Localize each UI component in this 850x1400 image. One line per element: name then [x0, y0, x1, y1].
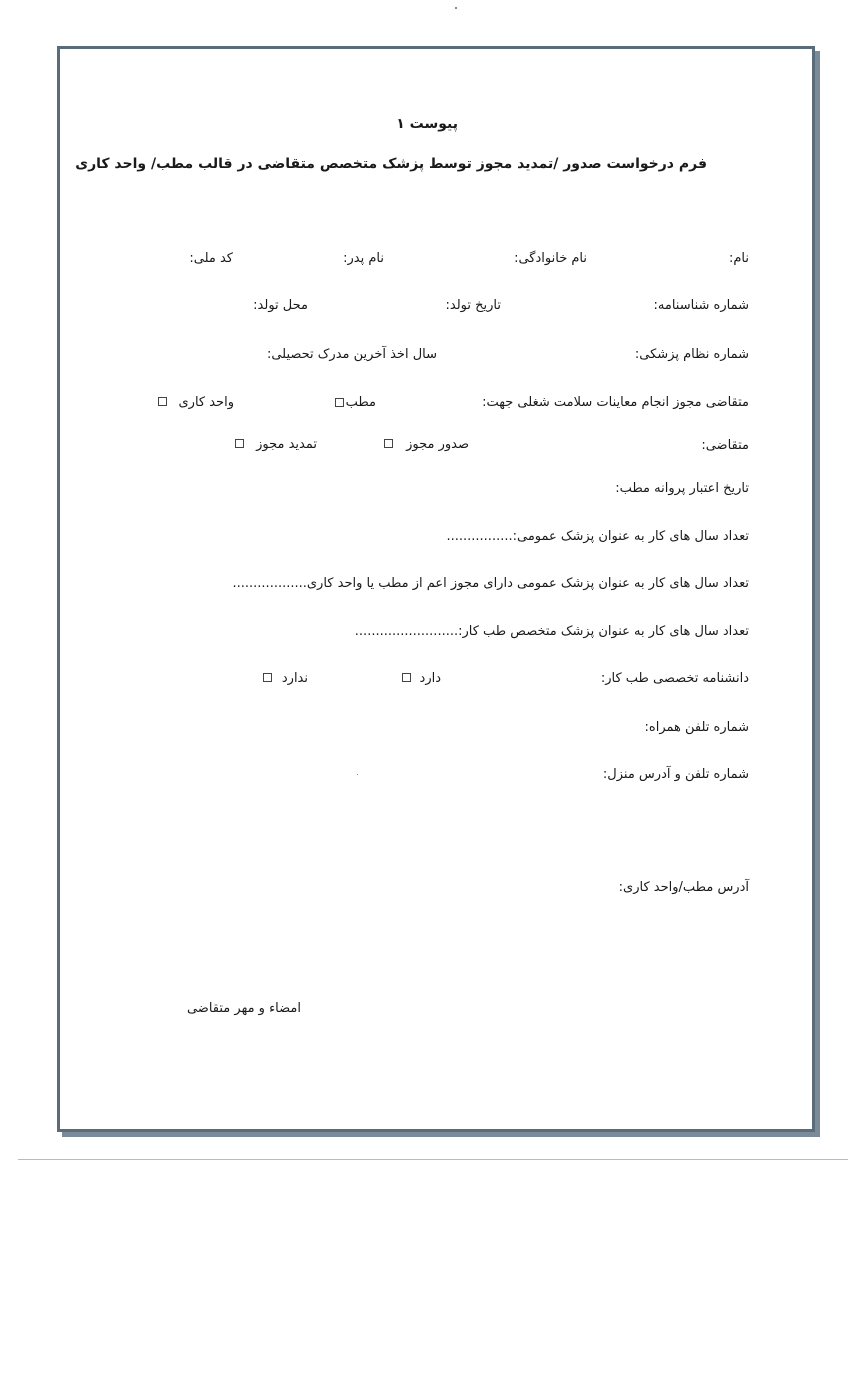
gp-licensed-years-field: تعداد سال های کار به عنوان پزشک عمومی دارای مجوز اعم از مطب یا واحد کاری..................: [232, 576, 749, 591]
id-number-field-label: شماره شناسنامه:: [653, 298, 749, 313]
scan-speck: [357, 774, 358, 775]
mobile-field-label: شماره تلفن همراه:: [644, 720, 749, 735]
office-option-label: مطب: [345, 395, 376, 410]
request-type-label: متقاضی:: [701, 438, 749, 453]
scan-edge-line: [18, 1159, 848, 1160]
permit-purpose-label: متقاضی مجوز انجام معاینات سلامت شغلی جهت:: [482, 395, 749, 410]
board-certificate-label: دانشنامه تخصصی طب کار:: [600, 671, 749, 686]
last-degree-year-field-label: سال اخذ آخرین مدرک تحصیلی:: [266, 347, 437, 362]
father-name-field-label: نام پدر:: [343, 251, 384, 266]
birth-place-field-label: محل تولد:: [253, 298, 308, 313]
license-validity-label: تاریخ اعتبار پروانه مطب:: [615, 481, 749, 496]
issue-checkbox[interactable]: [384, 439, 393, 448]
has-option-label: دارد: [419, 671, 441, 686]
gp-years-field: تعداد سال های کار به عنوان پزشک عمومی:................: [446, 529, 749, 544]
form-title: فرم درخواست صدور /تمدید مجوز توسط پزشک متخصص متقاضی در قالب مطب/ واحد کاری: [75, 156, 707, 172]
unit-option-label: واحد کاری: [178, 395, 234, 410]
scan-speck: [455, 7, 457, 9]
unit-checkbox[interactable]: [158, 397, 167, 406]
national-code-field-label: کد ملی:: [189, 251, 233, 266]
appendix-label: پیوست ۱: [396, 116, 458, 132]
family-name-field-label: نام خانوادگی:: [514, 251, 587, 266]
renew-checkbox[interactable]: [235, 439, 244, 448]
signature-label: امضاء و مهر متقاضی: [186, 1001, 301, 1016]
home-phone-address-label: شماره تلفن و آدرس منزل:: [602, 767, 749, 782]
renew-option-label: تمدید مجوز: [256, 437, 317, 452]
birth-date-field-label: تاریخ تولد:: [445, 298, 501, 313]
office-address-label: آدرس مطب/واحد کاری:: [618, 880, 749, 895]
has-checkbox[interactable]: [402, 673, 411, 682]
has-not-checkbox[interactable]: [263, 673, 272, 682]
issue-option-label: صدور مجوز: [406, 437, 469, 452]
office-checkbox[interactable]: [335, 398, 344, 407]
name-field-label: نام:: [728, 251, 749, 266]
has-not-option-label: ندارد: [281, 671, 308, 686]
medical-council-field-label: شماره نظام پزشکی:: [634, 347, 749, 362]
specialist-years-field: تعداد سال های کار به عنوان پزشک متخصص طب کار:.........................: [354, 624, 749, 639]
